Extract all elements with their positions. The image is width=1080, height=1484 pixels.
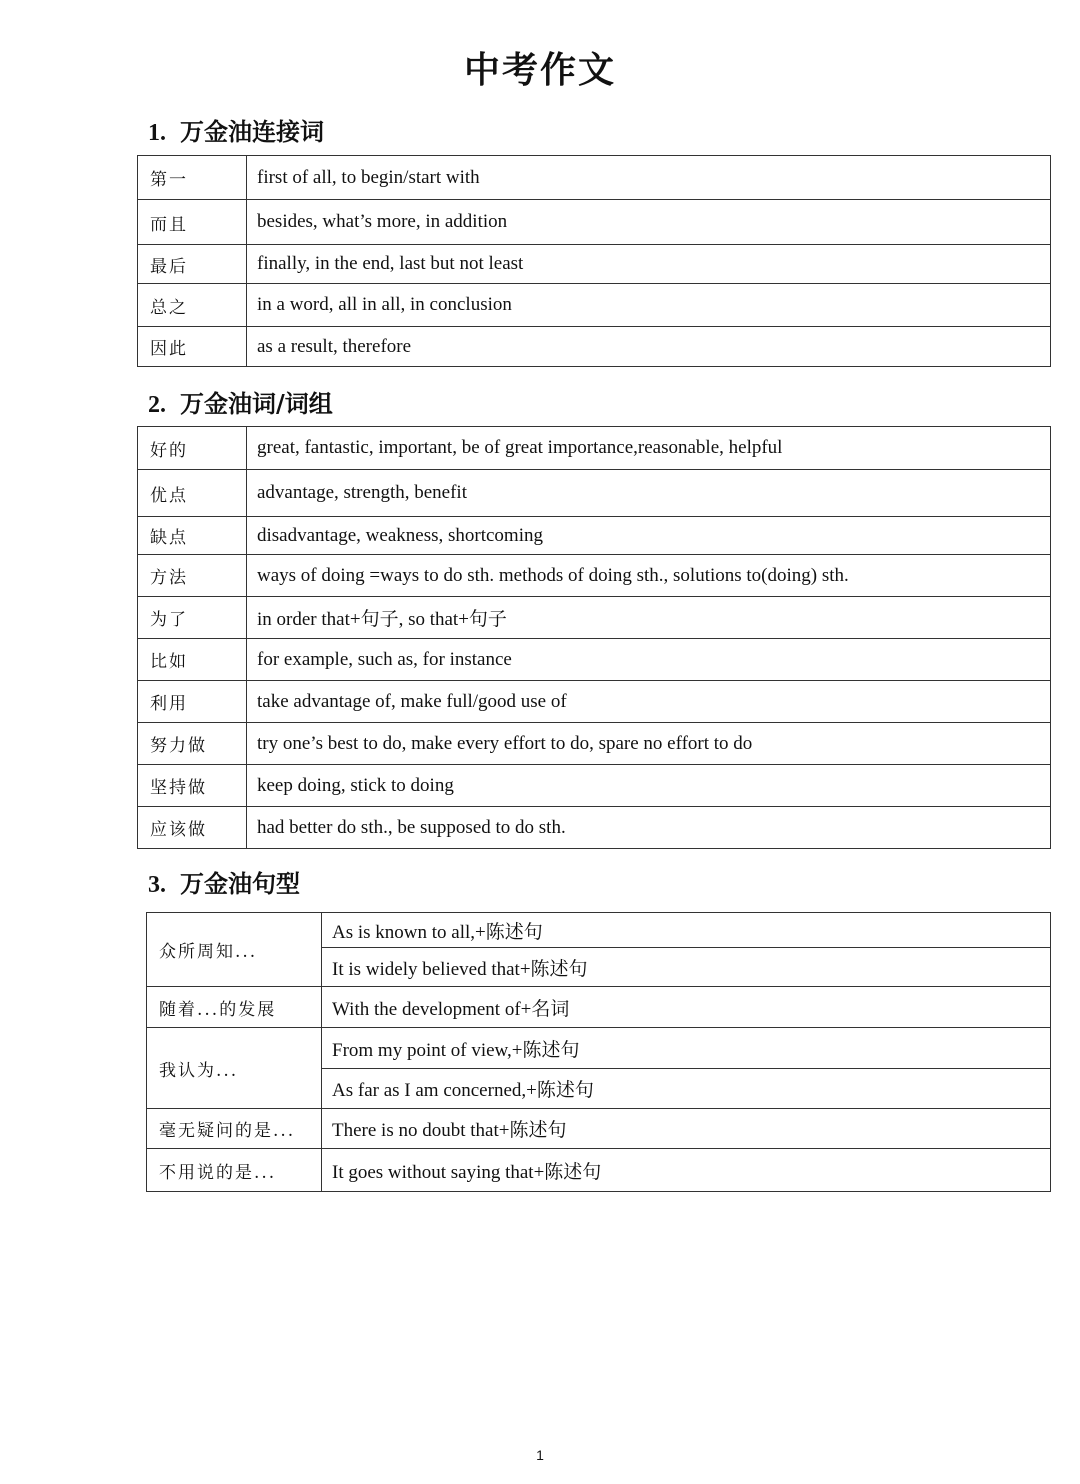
zh-cell: 好的 [138, 427, 247, 470]
table-row [138, 807, 1051, 849]
zh-cell: 优点 [138, 470, 247, 517]
zh-cell: 我认为... [147, 1028, 322, 1109]
table-row [138, 427, 1051, 470]
table-row [138, 765, 1051, 807]
table-row [138, 156, 1051, 200]
table-row [138, 555, 1051, 597]
en-cell: great, fantastic, important, be of great importance,reasonable, helpful [247, 427, 1051, 470]
zh-cell: 利用 [138, 681, 247, 723]
en-cell: finally, in the end, last but not least [247, 245, 1051, 284]
sentence-patterns-table [146, 912, 1051, 1192]
table-row [138, 639, 1051, 681]
en-cell: advantage, strength, benefit [247, 470, 1051, 517]
en-cell: With the development of+名词 [322, 987, 1051, 1028]
section-number: 3. [148, 872, 166, 898]
page-title: 中考作文 [463, 49, 616, 91]
page-number: 1 [536, 1447, 544, 1463]
section-heading-2 [148, 384, 333, 419]
table-row [138, 245, 1051, 284]
connectives-table [137, 155, 1051, 367]
zh-cell: 应该做 [138, 807, 247, 849]
table-row [147, 1028, 1051, 1069]
en-cell: As far as I am concerned,+陈述句 [322, 1069, 1051, 1109]
en-cell: disadvantage, weakness, shortcoming [247, 517, 1051, 555]
table-row [138, 723, 1051, 765]
zh-cell: 而且 [138, 200, 247, 245]
en-cell: in order that+句子, so that+句子 [247, 597, 1051, 639]
zh-cell: 总之 [138, 284, 247, 327]
table-row [138, 470, 1051, 517]
zh-cell: 随着...的发展 [147, 987, 322, 1028]
zh-cell: 缺点 [138, 517, 247, 555]
zh-cell: 众所周知... [147, 913, 322, 987]
en-cell: for example, such as, for instance [247, 639, 1051, 681]
en-cell: in a word, all in all, in conclusion [247, 284, 1051, 327]
zh-cell: 方法 [138, 555, 247, 597]
en-cell: try one’s best to do, make every effort to do, spare no effort to do [247, 723, 1051, 765]
zh-cell: 毫无疑问的是... [147, 1109, 322, 1149]
zh-cell: 最后 [138, 245, 247, 284]
en-cell: besides, what’s more, in addition [247, 200, 1051, 245]
zh-cell: 比如 [138, 639, 247, 681]
section-title: 万金油句型 [180, 869, 300, 898]
section-title: 万金油词/词组 [180, 389, 333, 418]
en-cell: had better do sth., be supposed to do sth. [247, 807, 1051, 849]
section-number: 2. [148, 392, 166, 418]
section-heading-3 [148, 864, 300, 899]
words-phrases-table [137, 426, 1051, 849]
zh-cell: 不用说的是... [147, 1149, 322, 1192]
en-cell: As is known to all,+陈述句 [322, 913, 1051, 948]
table-row [138, 681, 1051, 723]
table-row [147, 987, 1051, 1028]
zh-cell: 坚持做 [138, 765, 247, 807]
en-cell: ways of doing =ways to do sth. methods of doing sth., solutions to(doing) sth. [247, 555, 1051, 597]
en-cell: It goes without saying that+陈述句 [322, 1149, 1051, 1192]
table-row [138, 327, 1051, 367]
table-row [138, 284, 1051, 327]
zh-cell: 努力做 [138, 723, 247, 765]
zh-cell: 第一 [138, 156, 247, 200]
en-cell: From my point of view,+陈述句 [322, 1028, 1051, 1069]
table-row [147, 913, 1051, 948]
section-heading-1 [148, 112, 324, 147]
section-number: 1. [148, 120, 166, 146]
zh-cell: 因此 [138, 327, 247, 367]
table-row [138, 517, 1051, 555]
en-cell: take advantage of, make full/good use of [247, 681, 1051, 723]
en-cell: keep doing, stick to doing [247, 765, 1051, 807]
section-title: 万金油连接词 [180, 117, 324, 146]
en-cell: as a result, therefore [247, 327, 1051, 367]
table-row [147, 1149, 1051, 1192]
zh-cell: 为了 [138, 597, 247, 639]
en-cell: first of all, to begin/start with [247, 156, 1051, 200]
table-row [138, 597, 1051, 639]
en-cell: There is no doubt that+陈述句 [322, 1109, 1051, 1149]
table-row [147, 1109, 1051, 1149]
table-row [138, 200, 1051, 245]
en-cell: It is widely believed that+陈述句 [322, 948, 1051, 987]
